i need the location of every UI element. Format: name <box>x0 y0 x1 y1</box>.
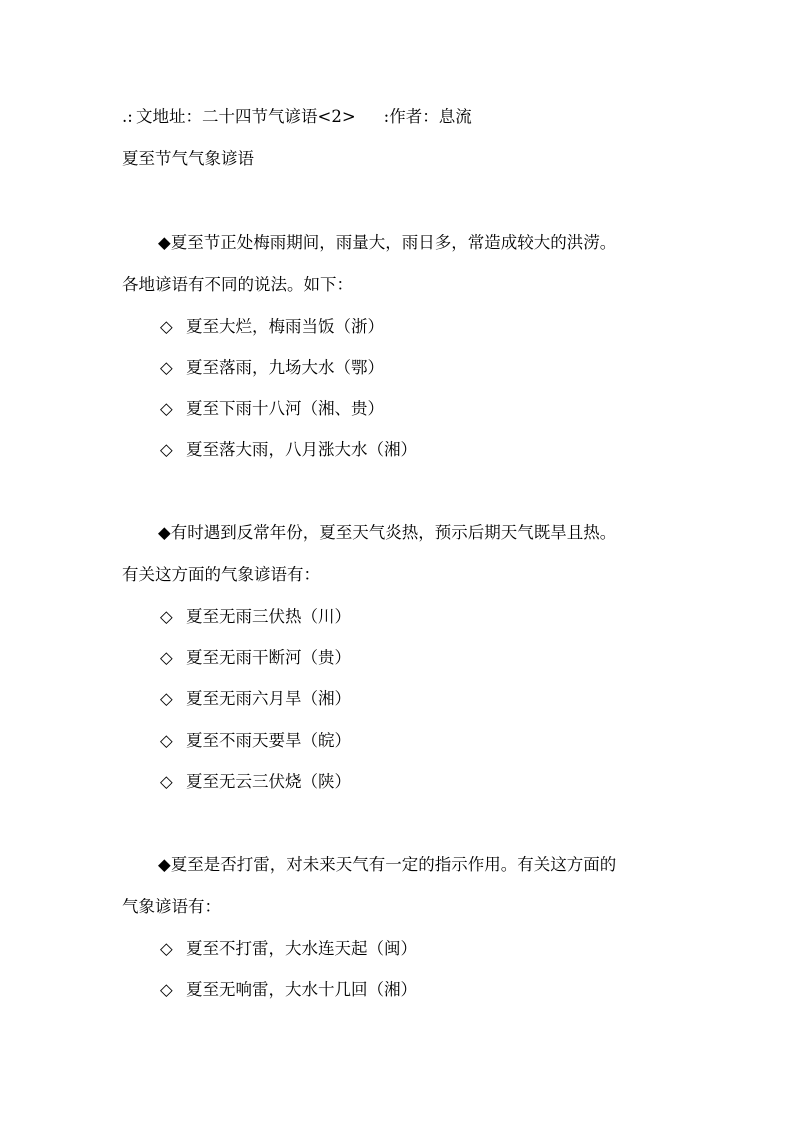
proverb-item <box>160 398 384 420</box>
section-3-intro-line-1: ◆夏至是否打雷，对未来天气有一定的指示作用。有关这方面的 <box>158 855 617 874</box>
proverb-item <box>160 606 351 628</box>
proverb-item <box>160 771 351 793</box>
source-label: 文地址：二十四节气谚语<2> <box>136 107 356 126</box>
proverb-item <box>160 439 417 461</box>
proverb-text: 夏至不打雷，大水连天起（闽） <box>186 939 417 958</box>
proverb-text: 夏至无雨干断河（贵） <box>186 648 351 667</box>
proverb-text: 夏至下雨十八河（湘、贵） <box>186 399 384 418</box>
source-header <box>122 106 472 128</box>
diamond-icon: ◇ <box>160 980 173 999</box>
diamond-icon: ◇ <box>160 399 173 418</box>
author-label: :作者：息流 <box>383 107 472 126</box>
proverb-text: 夏至不雨天要旱（皖） <box>186 731 351 750</box>
proverb-item <box>160 316 384 338</box>
diamond-icon: ◇ <box>160 689 173 708</box>
diamond-icon: ◇ <box>160 939 173 958</box>
proverb-text: 夏至无雨三伏热（川） <box>186 607 351 626</box>
diamond-icon: ◇ <box>160 772 173 791</box>
diamond-icon: ◇ <box>160 648 173 667</box>
proverb-item <box>160 938 417 960</box>
header-prefix: .: <box>122 107 133 126</box>
proverb-text: 夏至大烂，梅雨当饭（浙） <box>186 317 384 336</box>
section-2-intro-line-2: 有关这方面的气象谚语有： <box>122 565 320 584</box>
document-subtitle: 夏至节气气象谚语 <box>122 149 254 168</box>
proverb-text: 夏至落大雨，八月涨大水（湘） <box>186 440 417 459</box>
proverb-text: 夏至无雨六月旱（湘） <box>186 689 351 708</box>
proverb-text: 夏至落雨，九场大水（鄂） <box>186 358 384 377</box>
proverb-text: 夏至无响雷，大水十几回（湘） <box>186 980 417 999</box>
diamond-icon: ◇ <box>160 731 173 750</box>
section-1-intro-line-2: 各地谚语有不同的说法。如下： <box>122 275 353 294</box>
diamond-icon: ◇ <box>160 358 173 377</box>
diamond-icon: ◇ <box>160 607 173 626</box>
section-2-intro-line-1: ◆有时遇到反常年份，夏至天气炎热，预示后期天气既旱且热。 <box>158 523 617 542</box>
proverb-text: 夏至无云三伏烧（陕） <box>186 772 351 791</box>
proverb-item <box>160 688 351 710</box>
proverb-item <box>160 647 351 669</box>
diamond-icon: ◇ <box>160 440 173 459</box>
proverb-item <box>160 979 417 1001</box>
proverb-item <box>160 730 351 752</box>
diamond-icon: ◇ <box>160 317 173 336</box>
section-3-intro-line-2: 气象谚语有： <box>122 897 221 916</box>
proverb-item <box>160 357 384 379</box>
section-1-intro-line-1: ◆夏至节正处梅雨期间，雨量大，雨日多，常造成较大的洪涝。 <box>158 233 617 252</box>
